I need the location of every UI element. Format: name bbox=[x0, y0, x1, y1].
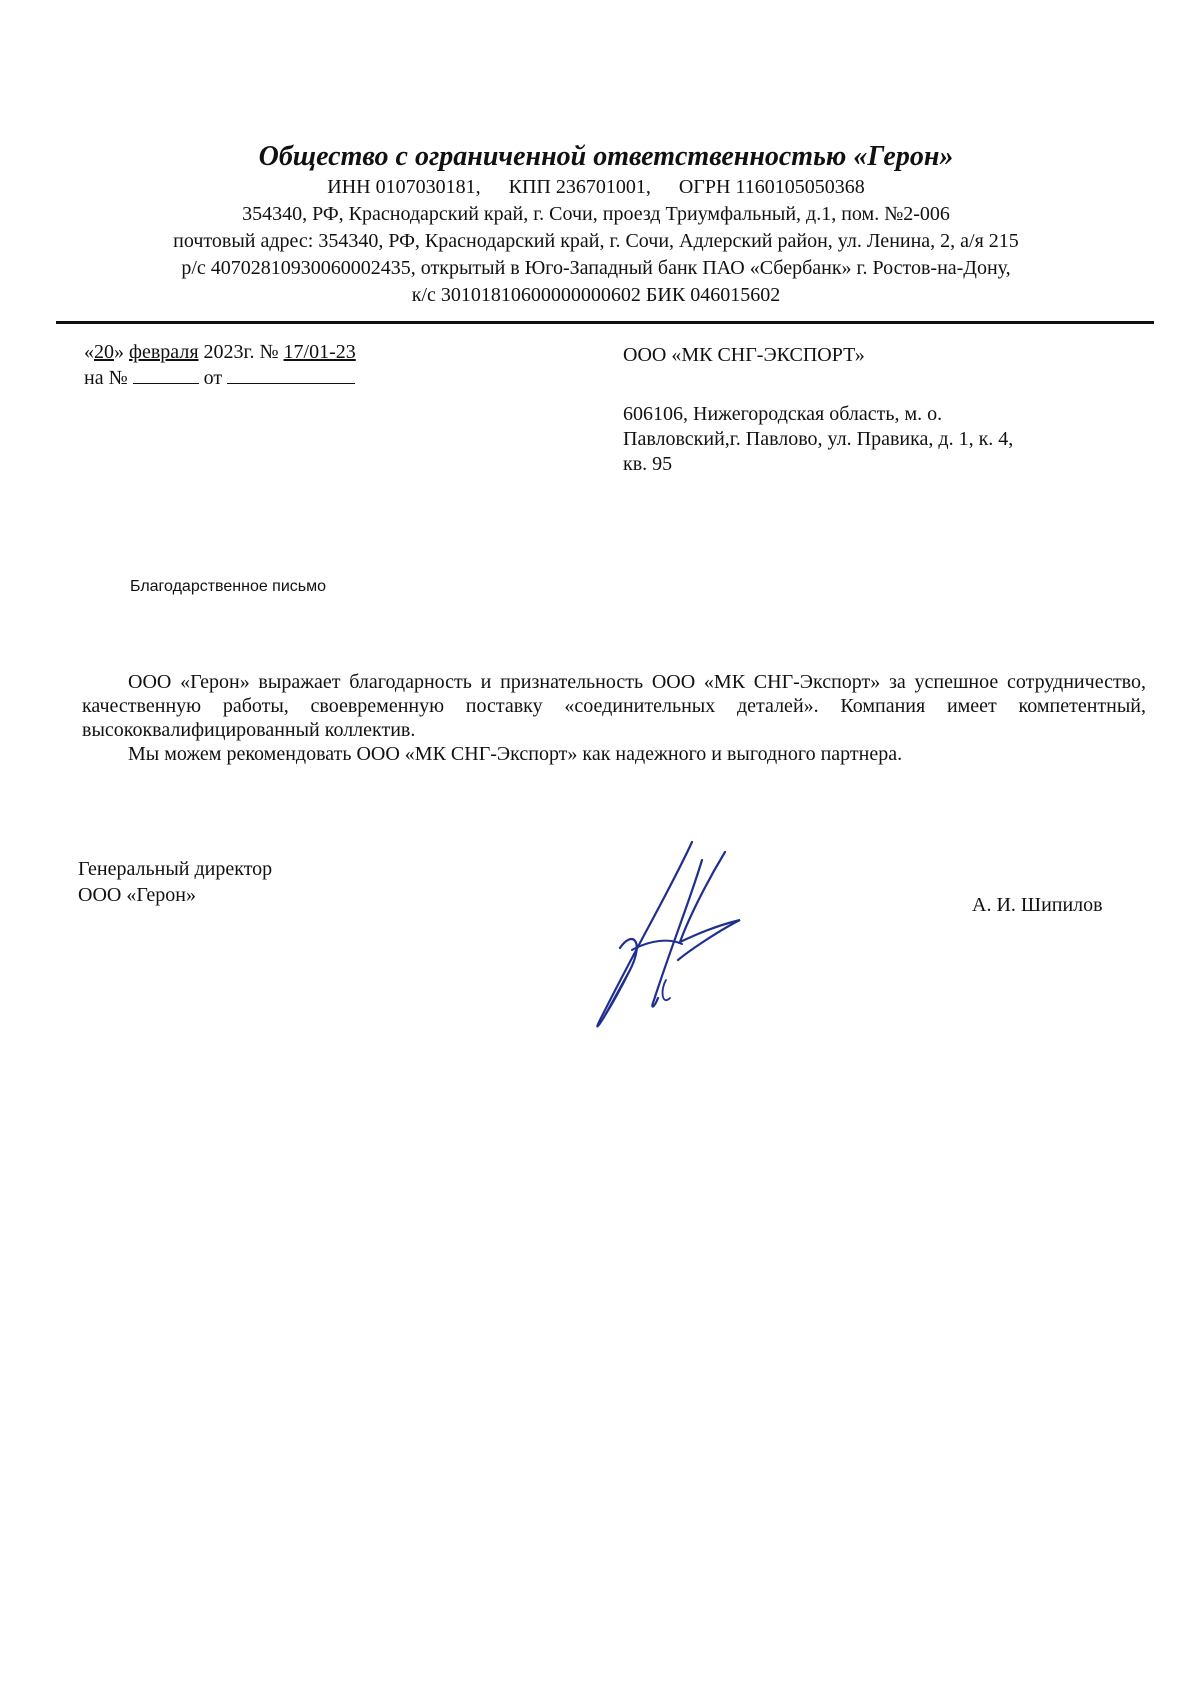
letter-body bbox=[82, 670, 1146, 766]
from-label: от bbox=[203, 367, 223, 389]
letter-number: 17/01-23 bbox=[283, 341, 356, 363]
signer-position bbox=[78, 856, 272, 908]
handwritten-signature bbox=[570, 830, 780, 1030]
outgoing-date-number bbox=[84, 340, 356, 365]
signer-company: ООО «Герон» bbox=[78, 884, 196, 906]
letter-title: Благодарственное письмо bbox=[130, 578, 327, 595]
header-divider bbox=[56, 321, 1154, 324]
corr-account: к/с 30101810600000000602 БИК 046015602 bbox=[411, 284, 781, 306]
recipient-name: ООО «МК СНГ-ЭКСПОРТ» bbox=[623, 344, 865, 366]
legal-address: 354340, РФ, Краснодарский край, г. Сочи, проезд Триумфальный, д.1, пом. №2-006 bbox=[242, 203, 950, 225]
recipient-address-line: Павловский,г. Павлово, ул. Правика, д. 1, к. 4, bbox=[623, 428, 1014, 450]
date-year: 2023г. № bbox=[198, 341, 284, 363]
reply-date-blank bbox=[227, 365, 355, 384]
outgoing-reference bbox=[84, 340, 356, 391]
signer-position-title: Генеральный директор bbox=[78, 858, 273, 880]
date-quote-open: « bbox=[84, 341, 94, 363]
reply-reference bbox=[84, 365, 356, 391]
body-paragraph: ООО «Герон» выражает благодарность и признательность ООО «МК СНГ-Экспорт» за успешное сотрудничество, качественную работы, своевременную поставку «соединительных деталей». Компания имеет компетентный, высококвалифицированный коллектив. bbox=[82, 671, 1146, 741]
reply-number-blank bbox=[133, 365, 199, 384]
reply-to-label: на № bbox=[84, 367, 128, 389]
recipient-address-line: кв. 95 bbox=[623, 453, 673, 475]
company-ids bbox=[0, 174, 1192, 201]
body-paragraph: Мы можем рекомендовать ООО «МК СНГ-Экспорт» как надежного и выгодного партнера. bbox=[128, 743, 903, 765]
bank-account: р/с 40702810930060002435, открытый в Юго-Западный банк ПАО «Сбербанк» г. Ростов-на-Дону, bbox=[181, 257, 1011, 279]
date-day: 20 bbox=[94, 341, 114, 363]
recipient-address-line: 606106, Нижегородская область, м. о. bbox=[623, 403, 943, 425]
ogrn: ОГРН 1160105050368 bbox=[678, 176, 865, 198]
postal-address: почтовый адрес: 354340, РФ, Краснодарский край, г. Сочи, Адлерский район, ул. Ленина, 2, а/я 215 bbox=[173, 230, 1019, 252]
company-name: Общество с ограниченной ответственностью «Герон» bbox=[258, 141, 954, 172]
recipient-address bbox=[623, 402, 1093, 477]
recipient-block bbox=[623, 343, 1093, 477]
inn: ИНН 0107030181, bbox=[327, 176, 481, 198]
date-month: февраля bbox=[129, 341, 199, 363]
signer-name: А. И. Шипилов bbox=[972, 894, 1103, 916]
letterhead bbox=[0, 140, 1192, 309]
kpp: КПП 236701001, bbox=[508, 176, 651, 198]
date-quote-close: » bbox=[114, 341, 129, 363]
